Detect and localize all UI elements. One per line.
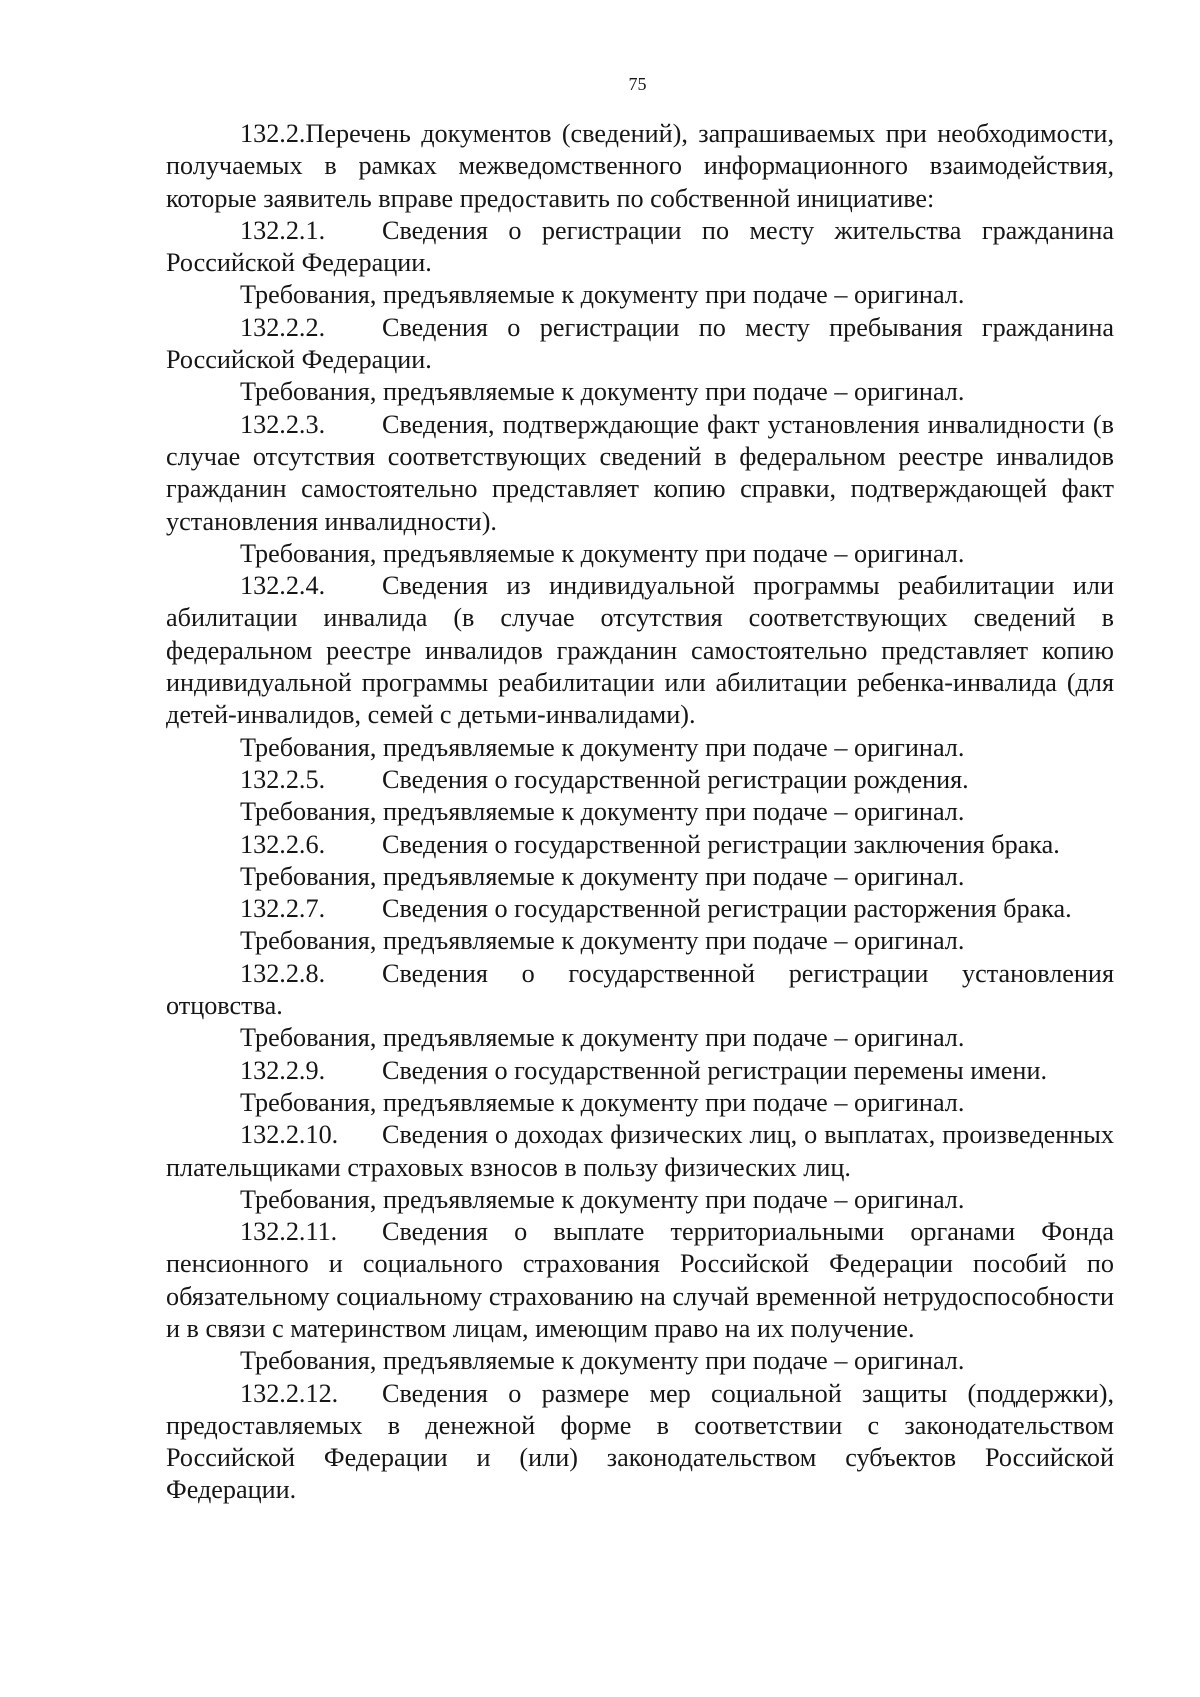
item-requirement: Требования, предъявляемые к документу при подаче – оригинал. bbox=[240, 538, 965, 568]
item-text bbox=[166, 570, 1114, 731]
item-requirement: Требования, предъявляемые к документу при подаче – оригинал. bbox=[240, 377, 965, 407]
item-requirement: Требования, предъявляемые к документу при подаче – оригинал. bbox=[240, 732, 965, 762]
item-body: Сведения о размере мер социальной защиты (поддержки), предоставляемых в денежной форме в соответствии с законодательством Российской Федерации и (или) законодательством субъектов Российской Федерации. bbox=[166, 1378, 1114, 1505]
item-132-2-12 bbox=[166, 1378, 1114, 1507]
item-body: Сведения о государственной регистрации установления отцовства. bbox=[166, 958, 1114, 1021]
item-text bbox=[166, 893, 1114, 925]
item-132-2-8 bbox=[166, 958, 1114, 1055]
item-number: 132.2.2. bbox=[240, 312, 326, 342]
item-requirement: Требования, предъявляемые к документу при подаче – оригинал. bbox=[240, 1184, 965, 1214]
item-body: Сведения о государственной регистрации перемены имени. bbox=[382, 1055, 1048, 1085]
item-number: 132.2.9. bbox=[240, 1055, 326, 1085]
item-text bbox=[166, 764, 1114, 796]
item-number: 132.2.6. bbox=[240, 829, 326, 859]
item-requirement: Требования, предъявляемые к документу при подаче – оригинал. bbox=[240, 280, 965, 310]
item-text bbox=[166, 1216, 1114, 1345]
item-number: 132.2.7. bbox=[240, 894, 326, 924]
item-body: Сведения из индивидуальной программы реабилитации или абилитации инвалида (в случае отсутствия соответствующих сведений в федеральном реестре инвалидов гражданин самостоятельно представляет копию индивидуальной программы реабилитации или абилитации ребенка-инвалида (для детей-инвалидов, семей с детьми-инвалидами). bbox=[166, 571, 1114, 730]
item-132-2-10 bbox=[166, 1119, 1114, 1216]
item-132-2-6 bbox=[166, 829, 1114, 894]
item-text bbox=[166, 1119, 1114, 1184]
item-text bbox=[166, 958, 1114, 1023]
item-requirement: Требования, предъявляемые к документу при подаче – оригинал. bbox=[240, 926, 965, 956]
item-body: Сведения о государственной регистрации заключения брака. bbox=[382, 829, 1060, 859]
item-text bbox=[166, 215, 1114, 280]
item-text bbox=[166, 1378, 1114, 1507]
item-requirement: Требования, предъявляемые к документу при подаче – оригинал. bbox=[240, 1346, 965, 1376]
item-body: Сведения о регистрации по месту жительства гражданина Российской Федерации. bbox=[166, 215, 1114, 278]
item-132-2-2 bbox=[166, 312, 1114, 409]
item-requirement: Требования, предъявляемые к документу при подаче – оригинал. bbox=[240, 1087, 965, 1117]
item-body: Сведения о государственной регистрации расторжения брака. bbox=[382, 894, 1072, 924]
item-requirement: Требования, предъявляемые к документу при подаче – оригинал. bbox=[240, 797, 965, 827]
item-number: 132.2.5. bbox=[240, 764, 326, 794]
item-body: Сведения о доходах физических лиц, о выплатах, произведенных плательщиками страховых взносов в пользу физических лиц. bbox=[166, 1120, 1114, 1182]
item-number: 132.2.4. bbox=[240, 571, 326, 601]
item-body: Сведения, подтверждающие факт установления инвалидности (в случае отсутствия соответствующих сведений в федеральном реестре инвалидов гражданин самостоятельно представляет копию справки, подтверждающей факт установления инвалидности). bbox=[166, 409, 1114, 536]
item-body: Сведения о государственной регистрации рождения. bbox=[382, 764, 969, 794]
item-132-2-1 bbox=[166, 215, 1114, 312]
item-text bbox=[166, 312, 1114, 377]
item-text bbox=[166, 409, 1114, 538]
item-132-2-7 bbox=[166, 893, 1114, 958]
document-body bbox=[166, 118, 1114, 1507]
item-132-2-3 bbox=[166, 409, 1114, 570]
item-number: 132.2.10. bbox=[240, 1120, 339, 1150]
intro-paragraph: 132.2.Перечень документов (сведений), запрашиваемых при необходимости, получаемых в рамках межведомственного информационного взаимодействия, которые заявитель вправе предоставить по собственной инициативе: bbox=[166, 119, 1114, 213]
item-number: 132.2.11. bbox=[240, 1217, 338, 1247]
item-number: 132.2.12. bbox=[240, 1378, 339, 1408]
item-132-2-9 bbox=[166, 1055, 1114, 1120]
item-132-2-4 bbox=[166, 570, 1114, 764]
item-text bbox=[166, 1055, 1114, 1087]
item-number: 132.2.8. bbox=[240, 958, 326, 988]
page-number: 75 bbox=[628, 74, 647, 94]
item-requirement: Требования, предъявляемые к документу при подаче – оригинал. bbox=[240, 1023, 965, 1053]
item-number: 132.2.3. bbox=[240, 409, 326, 439]
item-132-2-5 bbox=[166, 764, 1114, 829]
item-body: Сведения о регистрации по месту пребывания гражданина Российской Федерации. bbox=[166, 312, 1114, 375]
item-requirement: Требования, предъявляемые к документу при подаче – оригинал. bbox=[240, 861, 965, 891]
item-number: 132.2.1. bbox=[240, 215, 326, 245]
item-text bbox=[166, 829, 1114, 861]
item-body: Сведения о выплате территориальными органами Фонда пенсионного и социального страхования Российской Федерации пособий по обязательному социальному страхованию на случай временной нетрудоспособности и в связи с материнством лицам, имеющим право на их получение. bbox=[166, 1217, 1114, 1343]
item-132-2-11 bbox=[166, 1216, 1114, 1377]
